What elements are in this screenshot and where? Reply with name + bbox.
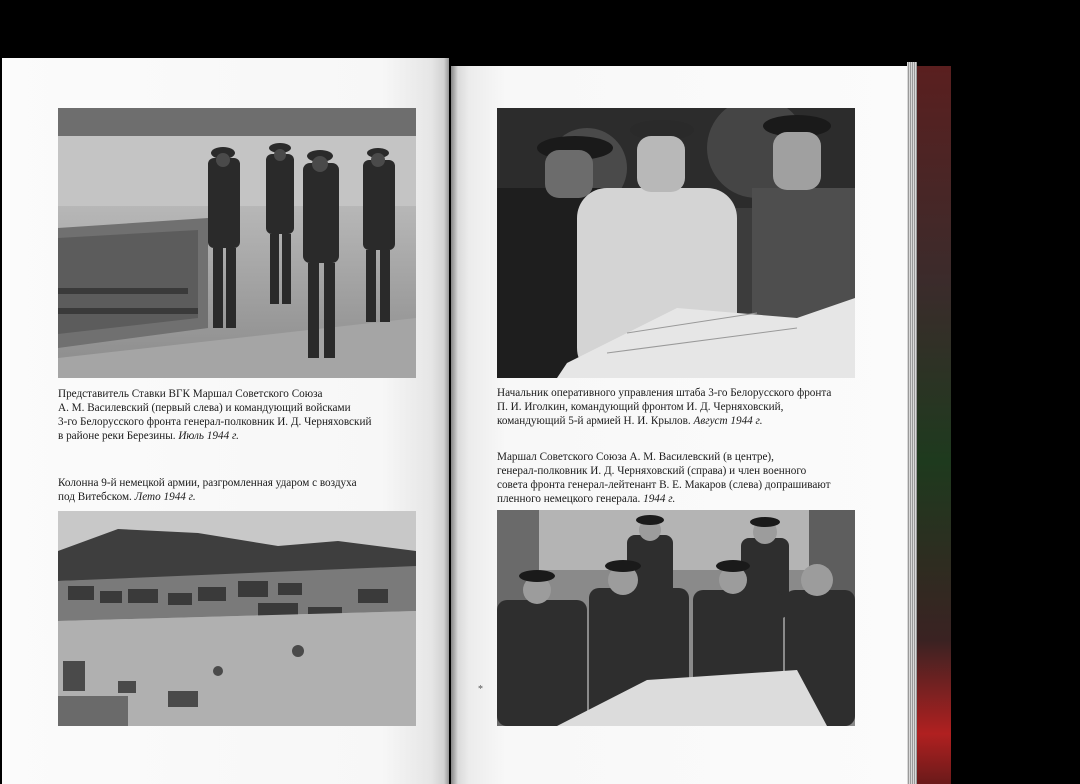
photo-destroyed-column-image (58, 511, 416, 726)
photo-interrogation-image (497, 510, 855, 726)
caption-date: Июль 1944 г. (178, 430, 239, 442)
caption-line (497, 414, 867, 428)
caption-line (58, 429, 418, 443)
photo-river-crossing (58, 108, 416, 378)
margin-mark: * (478, 684, 483, 695)
caption-date: Август 1944 г. (693, 415, 763, 427)
caption-date: 1944 г. (643, 493, 676, 505)
caption-line (58, 490, 418, 504)
photo-destroyed-column (58, 511, 416, 726)
book-cover-edge (917, 66, 951, 784)
caption-line: генерал-полковник И. Д. Черняховский (справа) и член военного (497, 465, 807, 477)
caption-line: П. И. Иголкин, командующий фронтом И. Д. Черняховский, (497, 401, 784, 413)
page-edges (907, 62, 917, 784)
caption-interrogation (497, 450, 867, 506)
caption-text: пленного немецкого генерала. (497, 493, 641, 505)
caption-text: в районе реки Березины. (58, 430, 176, 442)
caption-line: Маршал Советского Союза А. М. Василевский (в центре), (497, 451, 774, 463)
caption-text: под Витебском. (58, 491, 132, 503)
caption-line: Начальник оперативного управления штаба 3-го Белорусского фронта (497, 387, 832, 399)
photo-map-briefing-image (497, 108, 855, 378)
caption-line: 3-го Белорусского фронта генерал-полковник И. Д. Черняховский (58, 416, 372, 428)
caption-line: совета фронта генерал-лейтенант В. Е. Макаров (слева) допрашивают (497, 479, 831, 491)
photo-interrogation (497, 510, 855, 726)
book-gutter (444, 58, 458, 784)
caption-destroyed-column (58, 476, 418, 504)
caption-text: командующий 5-й армией Н. И. Крылов. (497, 415, 691, 427)
caption-map-briefing (497, 386, 867, 428)
caption-line: Колонна 9-й немецкой армии, разгромленная ударом с воздуха (58, 477, 357, 489)
caption-line: Представитель Ставки ВГК Маршал Советского Союза (58, 388, 323, 400)
photo-map-briefing (497, 108, 855, 378)
caption-date: Лето 1944 г. (134, 491, 196, 503)
photo-river-crossing-image (58, 108, 416, 378)
caption-line (497, 492, 867, 506)
caption-line: А. М. Василевский (первый слева) и командующий войсками (58, 402, 351, 414)
caption-river-crossing (58, 387, 418, 443)
